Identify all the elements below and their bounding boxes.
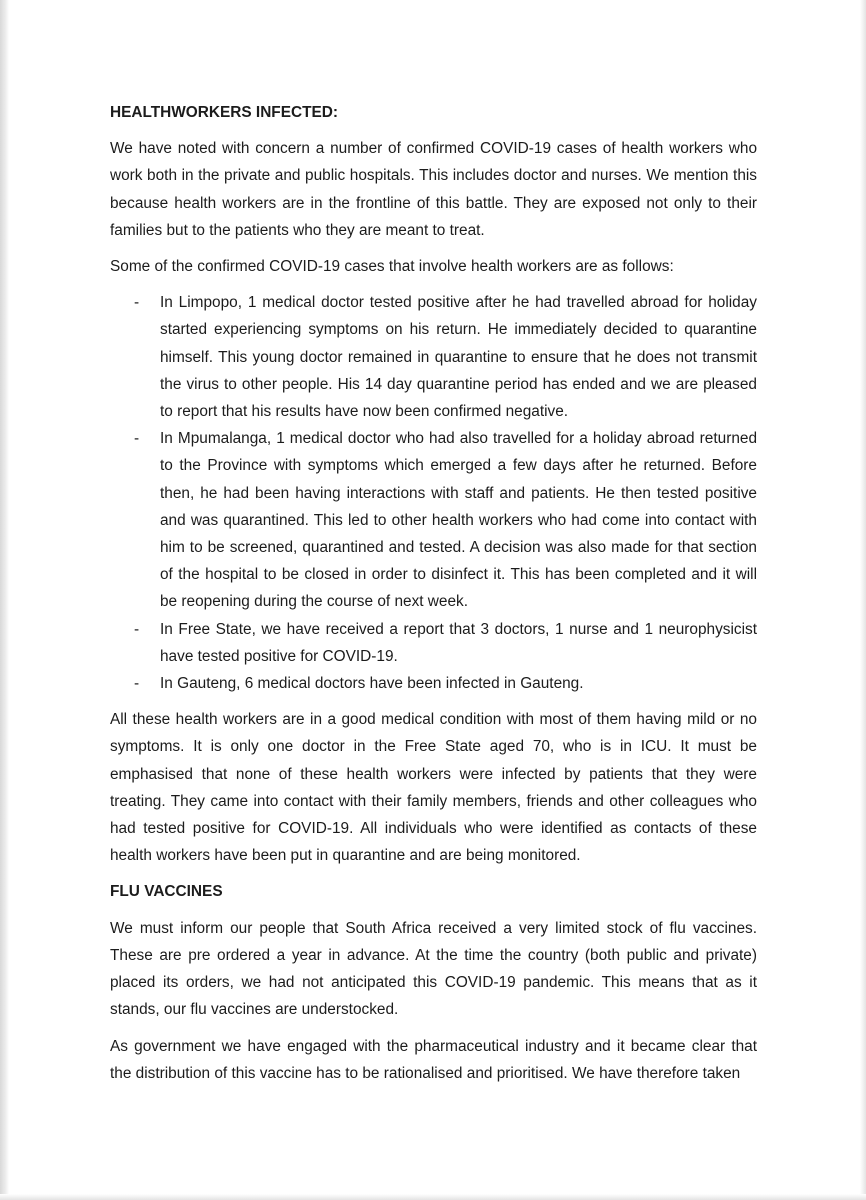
bullet-dash: - xyxy=(134,675,140,693)
list-item-free-state xyxy=(110,616,757,670)
list-item-text: In Limpopo, 1 medical doctor tested positive after he had travelled abroad for holiday started experiencing symptoms on his return. He immediately decided to quarantine himself. This young doctor remained in quarantine to ensure that he does not transmit the virus to other people. His 14 day quarantine period has ended and we are pleased to report that his results have now been confirmed negative. xyxy=(160,294,757,421)
document-body xyxy=(110,99,757,1096)
bullet-dash: - xyxy=(134,430,140,448)
paragraph-health-workers-concern: We have noted with concern a number of confirmed COVID-19 cases of health workers who work both in the private and public hospitals. This includes doctor and nurses. We mention this because health workers are in the frontline of this battle. They are exposed not only to their families but to the patients who they are meant to treat. xyxy=(110,140,757,239)
bullet-dash: - xyxy=(134,294,140,312)
paragraph-vaccine-stock: We must inform our people that South Africa received a very limited stock of flu vaccines. These are pre ordered a year in advance. At the time the country (both public and private) placed its orders, we had not anticipated this COVID-19 pandemic. This means that as it stands, our flu vaccines are understocked. xyxy=(110,919,757,1019)
heading-flu-vaccines: FLU VACCINES xyxy=(110,883,223,901)
paragraph-condition-summary: All these health workers are in a good medical condition with most of them having mild or no symptoms. It is only one doctor in the Free State aged 70, who is in ICU. It must be emphasised that none of these health workers were infected by patients that they were treating. They came into contact with their family members, friends and other colleagues who had tested positive for COVID-19. All individuals who were identified as contacts of these health workers have been put in quarantine and are being monitored. xyxy=(110,711,757,865)
heading-healthworkers-infected: HEALTHWORKERS INFECTED: xyxy=(110,104,338,121)
list-item-mpumalanga xyxy=(110,425,757,615)
list-item-gauteng xyxy=(110,670,757,697)
case-list xyxy=(110,289,757,697)
paragraph-cases-intro: Some of the confirmed COVID-19 cases that involve health workers are as follows: xyxy=(110,258,674,276)
list-item-text: In Free State, we have received a report that 3 doctors, 1 nurse and 1 neurophysicist have tested positive for COVID-19. xyxy=(160,620,757,665)
page-edge-shadow-left xyxy=(0,0,9,1200)
list-item-text: In Gauteng, 6 medical doctors have been infected in Gauteng. xyxy=(160,675,584,693)
page-edge-shadow-bottom xyxy=(0,1194,866,1200)
page-edge-shadow-right xyxy=(860,0,866,1200)
paragraph-vaccine-distribution: As government we have engaged with the pharmaceutical industry and it became clear that the distribution of this vaccine has to be rationalised and prioritised. We have therefore taken xyxy=(110,1037,757,1082)
bullet-dash: - xyxy=(134,620,140,638)
list-item-text: In Mpumalanga, 1 medical doctor who had also travelled for a holiday abroad returned to the Province with symptoms which emerged a few days after he returned. Before then, he had been having interactions with staff and patients. He then tested positive and was quarantined. This led to other health workers who had come into contact with him to be screened, quarantined and tested. A decision was also made for that section of the hospital to be closed in order to disinfect it. This has been completed and it will be reopening during the course of next week. xyxy=(160,430,757,611)
list-item-limpopo xyxy=(110,289,757,425)
